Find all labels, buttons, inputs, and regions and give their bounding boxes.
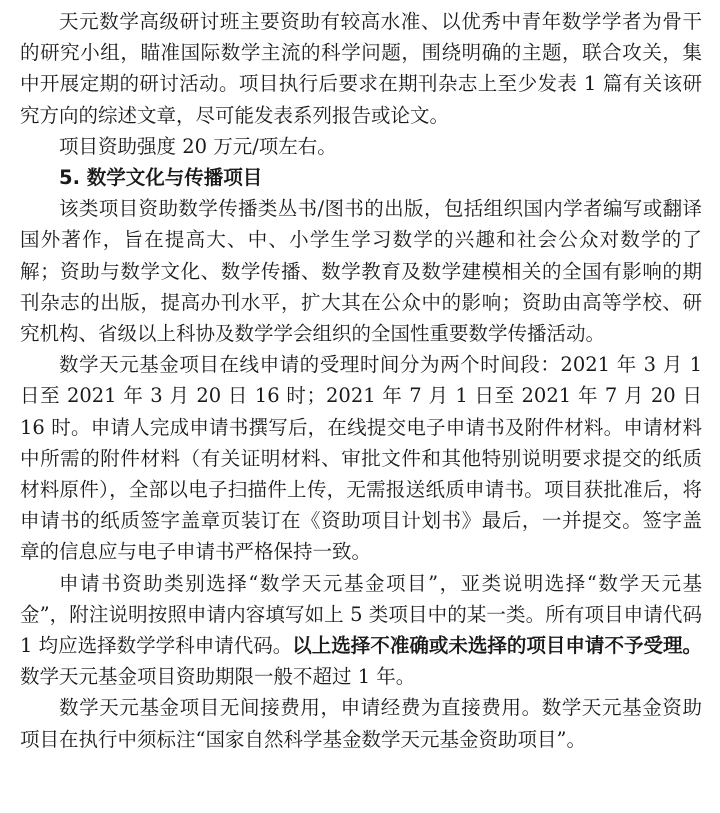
- paragraph-application-timing: 数学天元基金项目在线申请的受理时间分为两个时间段：2021 年 3 月 1 日至 2021 年 3 月 20 日 16 时；2021 年 7 月 1 日至 2021 年 7 月 20 日 16 时。申请人完成申请书撰写后，在线提交电子申请书及附件材料。申请材料中所需的附件材料（有关证明材料、审批文件和其他特别说明要求提交的纸质材料原件），全部以电子扫描件上传，无需报送纸质申请书。项目获批准后，将申请书的纸质签字盖章页装订在《资助项目计划书》最后，一并提交。签字盖章的信息应与电子申请书严格保持一致。: [20, 353, 702, 564]
- section-heading-math-culture: 5. 数学文化与传播项目: [59, 166, 263, 190]
- paragraph-costs: 数学天元基金项目无间接费用，申请经费为直接费用。数学天元基金资助项目在执行中须标注“国家自然科学基金数学天元基金资助项目”。: [20, 696, 702, 751]
- paragraph-math-culture-description: 该类项目资助数学传播类丛书/图书的出版，包括组织国内学者编写或翻译国外著作，旨在提高大、中、小学生学习数学的兴趣和社会公众对数学的了解；资助与数学文化、数学传播、数学教育及数学建模相关的全国有影响的期刊杂志的出版，提高办刊水平，扩大其在公众中的影响；资助由高等学校、研究机构、省级以上科协及数学学会组织的全国性重要数学传播活动。: [20, 197, 702, 346]
- paragraph-category-selection: [20, 568, 702, 693]
- paragraph-seminar-description: 天元数学高级研讨班主要资助有较高水准、以优秀中青年数学学者为骨干的研究小组，瞄准国际数学主流的科学问题，围绕明确的主题，联合攻关，集中开展定期的研讨活动。项目执行后要求在期刊杂志上至少发表 1 篇有关该研究方向的综述文章，尽可能发表系列报告或论文。: [20, 10, 702, 127]
- category-warning-bold: 以上选择不准确或未选择的项目申请不予受理。: [292, 634, 702, 658]
- category-selection-text: 申请书资助类别选择“数学天元基金项目”，亚类说明选择“数学天元基金”，附注说明按照申请内容填写如上 5 类项目中的某一类。所有项目申请代码 1 均应选择数学学科申请代码。: [20, 571, 702, 658]
- category-duration-text: 数学天元基金项目资助期限一般不超过 1 年。: [20, 665, 416, 689]
- paragraph-funding-amount: 项目资助强度 20 万元/项左右。: [59, 134, 337, 158]
